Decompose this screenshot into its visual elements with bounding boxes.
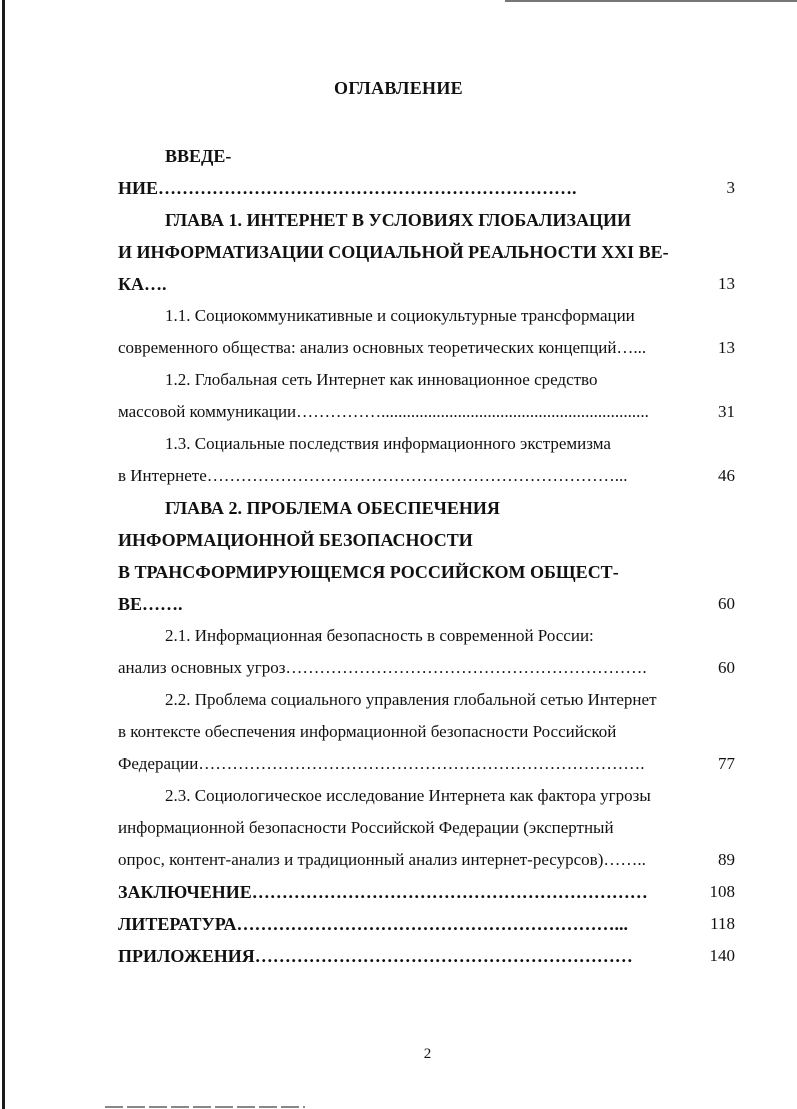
toc-entry-text: анализ основных угроз………………………………………………………. (118, 658, 647, 677)
toc-entry-text: КА…. (118, 274, 167, 294)
toc-line (0, 814, 797, 842)
toc-entry-text: 1.2. Глобальная сеть Интернет как инновационное средство (165, 370, 598, 389)
toc-entry-text: НИЕ……………………………………………………………. (118, 178, 577, 198)
toc-line (0, 238, 797, 266)
toc-line (0, 174, 797, 202)
toc-line (0, 590, 797, 618)
toc-line (0, 558, 797, 586)
toc-entry-text: в контексте обеспечения информационной безопасности Российской (118, 722, 617, 741)
toc-entry-text: ВВЕДЕ- (165, 146, 232, 166)
toc-line (0, 750, 797, 778)
toc-page-number: 118 (710, 914, 735, 933)
page-number: 2 (423, 1046, 432, 1062)
toc-entry-text: 1.1. Социокоммуникативные и социокультурные трансформации (165, 306, 635, 325)
page-title: ОГЛАВЛЕНИЕ (334, 78, 463, 98)
toc-entry-text: ПРИЛОЖЕНИЯ……………………………………………………… (118, 946, 633, 966)
toc-line (0, 654, 797, 682)
toc-entry-text: И ИНФОРМАТИЗАЦИИ СОЦИАЛЬНОЙ РЕАЛЬНОСТИ XXI ВЕ- (118, 242, 669, 262)
toc-entry-text: ГЛАВА 1. ИНТЕРНЕТ В УСЛОВИЯХ ГЛОБАЛИЗАЦИИ (165, 210, 631, 230)
toc-page-number: 46 (718, 466, 735, 485)
toc-entry-text: ИНФОРМАЦИОННОЙ БЕЗОПАСНОСТИ (118, 530, 473, 550)
toc-page-number: 3 (726, 178, 735, 197)
toc-line (0, 398, 797, 426)
toc-page-number: 13 (718, 274, 735, 293)
scan-bottom-edge (105, 1106, 305, 1108)
toc-line (0, 494, 797, 522)
toc-entry-text: в Интернете………………………………………………………………... (118, 466, 628, 485)
scan-top-edge (505, 0, 797, 2)
toc-entry-text: ГЛАВА 2. ПРОБЛЕМА ОБЕСПЕЧЕНИЯ (165, 498, 500, 518)
toc-entry-text: Федерации……………………………………………………………………. (118, 754, 645, 773)
toc-entry-text: ВЕ……. (118, 594, 183, 614)
toc-line (0, 942, 797, 970)
toc-entry-text: современного общества: анализ основных теоретических концепций…... (118, 338, 647, 357)
toc-entry-text: 2.2. Проблема социального управления глобальной сетью Интернет (165, 690, 657, 709)
toc-page-number: 77 (718, 754, 735, 773)
toc-page-number: 140 (709, 946, 735, 965)
toc-line (0, 846, 797, 874)
toc-entry-text: 2.1. Информационная безопасность в современной России: (165, 626, 594, 645)
toc-page-number: 13 (718, 338, 735, 357)
toc-entry-text: массовой коммуникации……………............................................................... (118, 402, 649, 421)
toc-line (0, 462, 797, 490)
toc-page-number: 60 (718, 658, 735, 677)
toc-page-number: 31 (718, 402, 735, 421)
toc-entry-text: 2.3. Социологическое исследование Интернета как фактора угрозы (165, 786, 651, 805)
toc-line (0, 206, 797, 234)
toc-page-number: 89 (718, 850, 735, 869)
toc-entry-text: информационной безопасности Российской Федерации (экспертный (118, 818, 614, 837)
toc-line (0, 686, 797, 714)
toc-line (0, 878, 797, 906)
toc-entry-text: опрос, контент-анализ и традиционный анализ интернет-ресурсов)…….. (118, 850, 646, 869)
toc-line (0, 910, 797, 938)
toc-line (0, 782, 797, 810)
toc-line (0, 366, 797, 394)
toc-line (0, 622, 797, 650)
toc-line (0, 302, 797, 330)
toc-line (0, 334, 797, 362)
toc-entry-text: В ТРАНСФОРМИРУЮЩЕМСЯ РОССИЙСКОМ ОБЩЕСТ- (118, 562, 619, 582)
toc-line (0, 270, 797, 298)
toc-line (0, 526, 797, 554)
toc-entry-text: ЗАКЛЮЧЕНИЕ………………………………………………………… (118, 882, 648, 902)
toc-line (0, 718, 797, 746)
toc-page-number: 108 (709, 882, 735, 901)
toc-line (0, 430, 797, 458)
toc-entry-text: 1.3. Социальные последствия информационного экстремизма (165, 434, 611, 453)
toc-entry-text: ЛИТЕРАТУРА………………………………………………………... (118, 914, 628, 934)
toc-page-number: 60 (718, 594, 735, 613)
toc-line (0, 142, 797, 170)
